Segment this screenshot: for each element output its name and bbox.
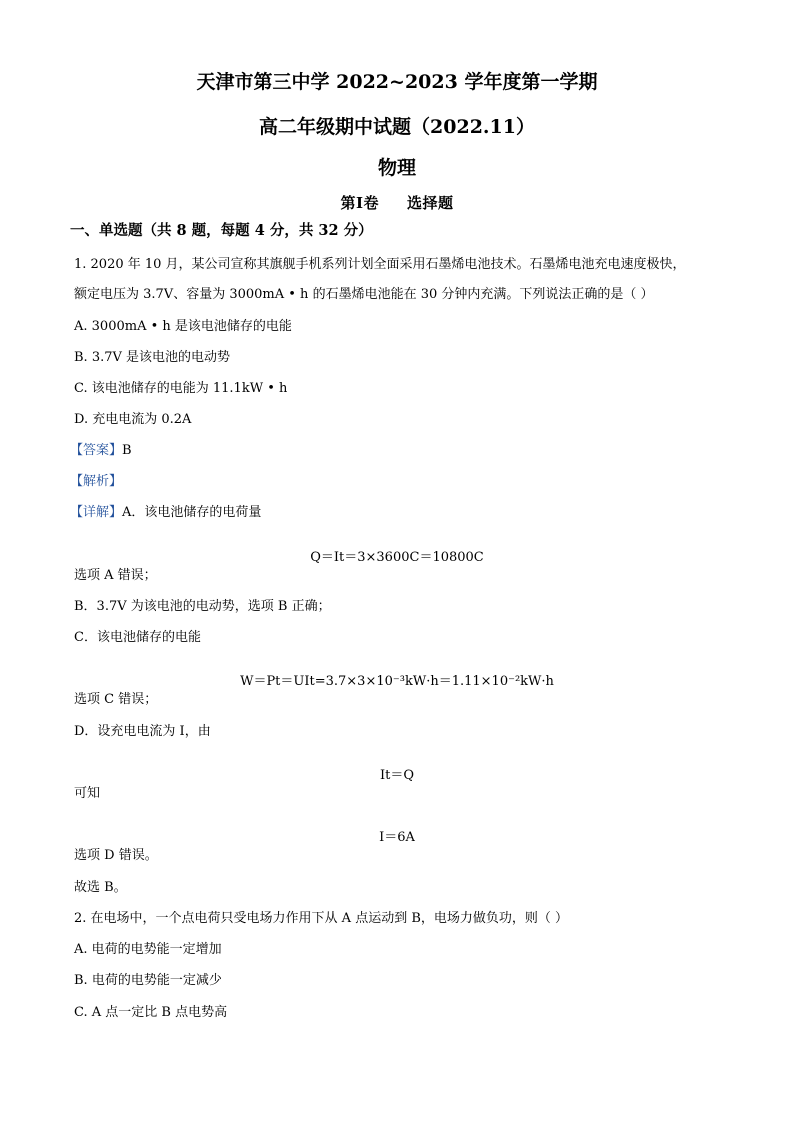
- q2-option-a: A. 电荷的电势能一定增加: [74, 942, 222, 957]
- exam-subtitle: 高二年级期中试题（2022.11）: [259, 116, 535, 138]
- q2-option-b: B. 电荷的电势能一定减少: [74, 973, 222, 988]
- option-d-wrong: 选项 D 错误。: [74, 848, 158, 863]
- q1-option-b: B. 3.7V 是该电池的电动势: [74, 350, 231, 365]
- volume-type: 选择题: [407, 194, 454, 212]
- formula-current: I＝6A: [379, 830, 415, 845]
- q1-option-a: A. 3000mA • h 是该电池储存的电能: [74, 319, 292, 334]
- analysis-tag: 【解析】: [70, 474, 123, 489]
- option-a-wrong: 选项 A 错误；: [74, 568, 157, 583]
- volume-heading: [0, 191, 794, 215]
- q1-answer: [70, 442, 132, 460]
- subject-title: 物理: [377, 157, 416, 179]
- formula-energy: W＝Pt＝UIt=3.7×3×10⁻³kW·h＝1.11×10⁻²kW·h: [240, 674, 554, 689]
- q1-detail: [70, 504, 261, 522]
- detail-d: D．设充电电流为 I，由: [74, 724, 211, 739]
- know-line: 可知: [74, 786, 101, 801]
- detail-c: C．该电池储存的电能: [74, 630, 201, 645]
- q1-conclusion: 故选 B。: [74, 880, 127, 895]
- answer-tag: 【答案】: [70, 443, 123, 458]
- formula-charge: Q＝It＝3×3600C＝10800C: [310, 550, 484, 565]
- q2-option-c: C. A 点一定比 B 点电势高: [74, 1005, 228, 1020]
- formula-it: It＝Q: [379, 768, 415, 783]
- detail-tag: 【详解】: [70, 505, 123, 520]
- answer-value: B: [122, 443, 132, 458]
- section-heading: 一、单选题（共 8 题，每题 4 分，共 32 分）: [70, 222, 373, 239]
- q2-stem: 2. 在电场中，一个点电荷只受电场力作用下从 A 点运动到 B，电场力做负功，则（ ）: [74, 911, 569, 926]
- q1-stem-line1: 1. 2020 年 10 月，某公司宣称其旗舰手机系列计划全面采用石墨烯电池技术。石墨烯电池充电速度极快，: [74, 257, 686, 272]
- volume-label: 第Ⅰ卷: [340, 194, 379, 212]
- option-b-right: B．3.7V 为该电池的电动势，选项 B 正确；: [74, 599, 331, 614]
- q1-stem-line2: 额定电压为 3.7V、容量为 3000mA • h 的石墨烯电池能在 30 分钟内充满。下列说法正确的是（ ）: [74, 287, 654, 302]
- option-c-wrong: 选项 C 错误；: [74, 692, 158, 707]
- q1-option-d: D. 充电电流为 0.2A: [74, 412, 192, 427]
- q1-option-c: C. 该电池储存的电能为 11.1kW • h: [74, 381, 288, 396]
- detail-a: A．该电池储存的电荷量: [122, 505, 262, 520]
- exam-title: 天津市第三中学 2022~2023 学年度第一学期: [196, 71, 598, 93]
